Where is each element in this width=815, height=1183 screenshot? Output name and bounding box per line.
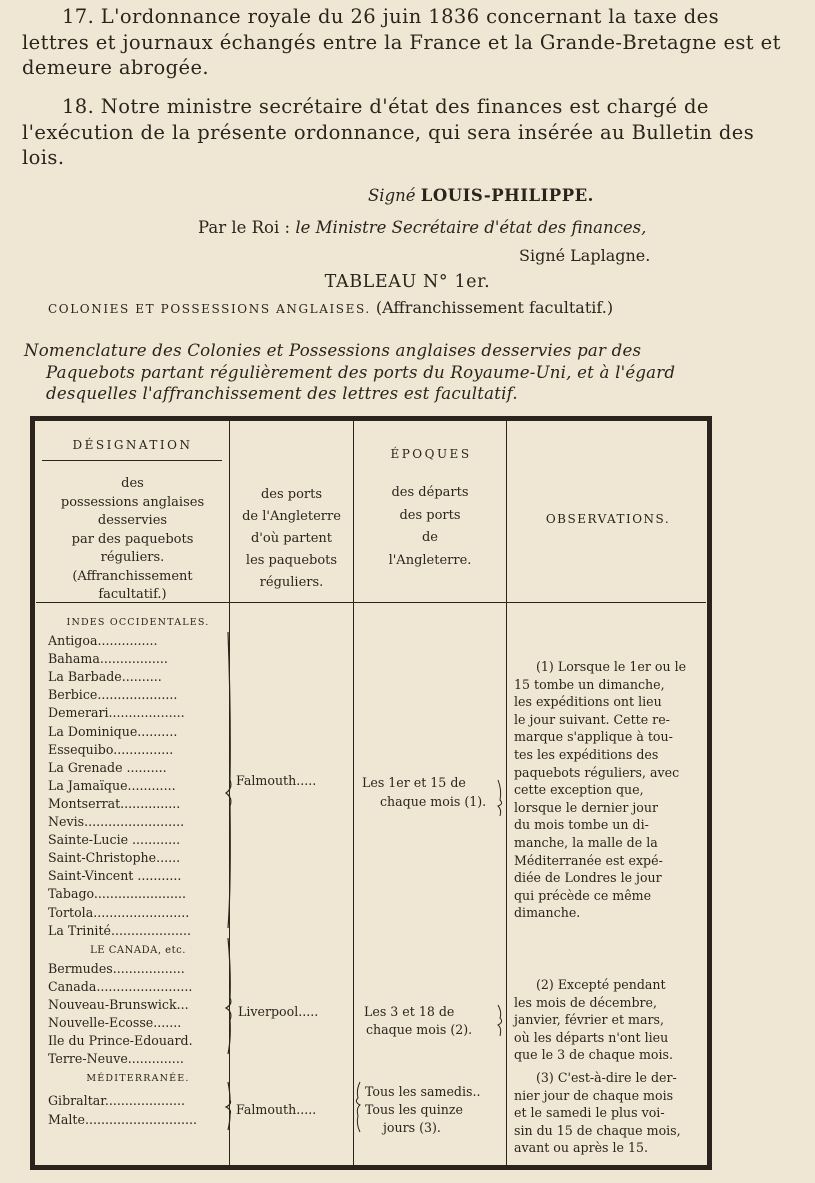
list-item: Saint-Vincent ...........	[48, 868, 182, 884]
brace-group	[220, 630, 240, 1170]
list-item: Nouvelle-Ecosse.......	[48, 1015, 182, 1031]
list-item: La Jamaïque............	[48, 777, 176, 793]
list-item: La Trinité....................	[48, 922, 192, 938]
signe-prefix: Signé	[368, 186, 416, 205]
list-item: La Dominique..........	[48, 723, 178, 739]
port-falmouth-1: Falmouth.....	[236, 773, 317, 788]
epoque-3-b: Tous les quinze	[365, 1102, 463, 1117]
col1-header: des possessions anglaises desservies par des paquebots réguliers. (Affranchissement facultatif.)	[60, 476, 205, 602]
epoque-1-b: chaque mois (1).	[380, 794, 487, 809]
list-item: Bahama.................	[48, 651, 168, 667]
epoque-braces	[352, 760, 512, 1160]
par-le-roi: Par le Roi :	[198, 218, 291, 237]
signature-king	[368, 186, 594, 205]
colonies-smallcaps: COLONIES ET POSSESSIONS ANGLAISES.	[48, 302, 371, 316]
list-item: Antigoa...............	[48, 633, 158, 649]
header-observations: OBSERVATIONS.	[545, 512, 671, 526]
epoque-1-a: Les 1er et 15 de	[362, 775, 466, 790]
colonies-heading	[48, 298, 613, 317]
list-item: Tabago.......................	[48, 886, 186, 902]
epoque-2-a: Les 3 et 18 de	[364, 1004, 455, 1019]
epoque-3-c: jours (3).	[383, 1120, 441, 1135]
list-item: Demerari...................	[48, 705, 185, 721]
nomenclature	[24, 340, 794, 405]
colonies-paren: (Affranchissement facultatif.)	[375, 298, 614, 317]
list-item: Saint-Christophe......	[48, 850, 181, 866]
article-18: 18. Notre ministre secrétaire d'état des finances est chargé de l'exécution de la présente ordonnance, qui sera insérée au Bulletin des lois.	[22, 95, 755, 169]
list-item: La Grenade ..........	[48, 759, 167, 775]
ministre-title: le Ministre Secrétaire d'état des finances,	[295, 218, 647, 237]
list-item: La Barbade..........	[48, 669, 162, 685]
nomenclature-line-2: Paquebots partant régulièrement des ports du Royaume-Uni, et à l'égard	[46, 362, 676, 382]
section-canada: LE CANADA, etc.	[90, 944, 186, 956]
section-indes: INDES OCCIDENTALES.	[66, 617, 210, 628]
list-item: Nevis.........................	[48, 814, 185, 830]
header-epoques: ÉPOQUES	[390, 447, 472, 461]
list-item: Essequibo...............	[48, 741, 174, 757]
nomenclature-line-1: Nomenclature des Colonies et Possessions anglaises desservies par des	[24, 341, 642, 360]
tableau-title: TABLEAU N° 1er.	[324, 272, 491, 292]
list-item: Tortola........................	[48, 904, 190, 920]
list-item: Bermudes..................	[48, 960, 185, 976]
list-item: Nouveau-Brunswick...	[48, 996, 189, 1012]
header-designation: DÉSIGNATION	[72, 438, 193, 452]
list-item: Montserrat...............	[48, 795, 181, 811]
designation-rule	[42, 460, 222, 461]
nomenclature-line-3: desquelles l'affranchissement des lettres est facultatif.	[46, 384, 518, 403]
section-med: MÉDITERRANÉE.	[86, 1073, 190, 1085]
port-liverpool: Liverpool.....	[238, 1004, 319, 1019]
list-item: Sainte-Lucie ............	[48, 832, 181, 848]
observation-2: (2) Excepté pendant les mois de décembre, janvier, février et mars, où les départs n'ont lieu que le 3 de chaque mois.	[514, 977, 673, 1063]
par-le-roi-line	[198, 218, 646, 237]
port-falmouth-2: Falmouth.....	[236, 1102, 317, 1117]
signature-laplagne: Signé Laplagne.	[519, 246, 651, 265]
list-item: Canada........................	[48, 978, 193, 994]
observation-3: (3) C'est-à-dire le der- nier jour de chaque mois et le samedi le plus voi- sin du 15 de chaque mois, avant ou après le 15.	[514, 1070, 681, 1156]
col2-header: des ports de l'Angleterre d'où partent les paquebots réguliers.	[242, 487, 341, 590]
list-item: Terre-Neuve..............	[48, 1051, 184, 1067]
col3-header: des départs des ports de l'Angleterre.	[388, 485, 472, 568]
epoque-3-a: Tous les samedis..	[365, 1084, 481, 1099]
article-17: 17. L'ordonnance royale du 26 juin 1836 concernant la taxe des lettres et journaux échangés entre la France et la Grande-Bretagne est et demeure abrogée.	[22, 5, 781, 79]
list-item: Ile du Prince-Edouard.	[48, 1033, 193, 1049]
observation-1: (1) Lorsque le 1er ou le 15 tombe un dimanche, les expéditions ont lieu le jour suivant. Cette re- marque s'applique à tou- tes les expéditions des paquebots réguliers, avec cette exception que, lorsque le dernier jour du mois tombe un di- manche, la malle de la Méditerranée est expé- diée de Londres le jour qui précède ce même dimanche.	[514, 659, 687, 921]
possessions-list	[48, 614, 228, 1129]
list-item: Berbice....................	[48, 687, 178, 703]
signe-name: LOUIS-PHILIPPE.	[420, 186, 594, 205]
list-item: Gibraltar....................	[48, 1093, 185, 1109]
epoque-2-b: chaque mois (2).	[366, 1022, 473, 1037]
list-item: Malte............................	[48, 1111, 198, 1127]
